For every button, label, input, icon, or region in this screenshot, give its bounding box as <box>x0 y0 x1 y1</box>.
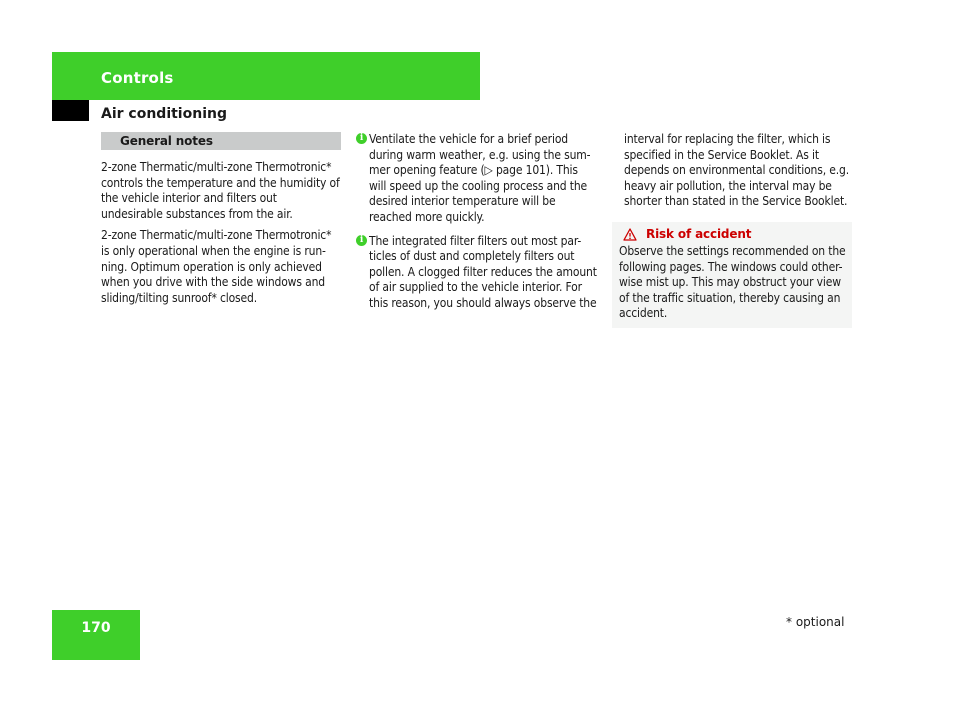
chapter-title: Air conditioning <box>101 106 227 122</box>
info-note <box>357 234 597 312</box>
warning-triangle-icon <box>623 228 637 241</box>
warning-heading <box>619 226 846 244</box>
warning-box <box>612 222 852 328</box>
column-general-notes <box>101 132 341 312</box>
warning-text: Observe the settings recommended on the following pages. The windows could other-wise mist up. This may obstruct your view of the traffic situation, thereby causing an accident. <box>619 243 846 321</box>
info-icon: i <box>356 235 367 246</box>
note-text: The integrated filter filters out most par-ticles of dust and completely filters out pollen. A clogged filter reduces the amount of air supplied to the vehicle interior. For this reason, you should always observe the <box>369 233 597 310</box>
note-text: Ventilate the vehicle for a brief period during warm weather, e.g. using the sum-mer opening feature (▷ page 101). This will speed up the cooling process and the desired interior temperature will be reached more quickly. <box>369 132 591 224</box>
header-marker <box>52 100 89 121</box>
paragraph: 2-zone Thermatic/multi-zone Thermotronic* controls the temperature and the humidity of the vehicle interior and filters out undesirable substances from the air. <box>101 160 340 221</box>
note-text-continued: interval for replacing the filter, which is specified in the Service Booklet. As it depends on environmental conditions, e.g. heavy air pollution, the interval may be shorter than stated in the Service Booklet. <box>624 132 850 209</box>
paragraph: 2-zone Thermatic/multi-zone Thermotronic* is only operational when the engine is run-ning. Optimum operation is only achieved when you drive with the side windows and sliding/tilting sunroof* closed. <box>101 228 332 305</box>
info-icon: i <box>356 133 367 144</box>
section-title: Controls <box>101 69 174 87</box>
subheading-general-notes: General notes <box>101 132 341 150</box>
column-notes <box>357 132 597 320</box>
page-number <box>52 610 140 660</box>
warning-title: Risk of accident <box>646 227 752 242</box>
column-continued <box>612 132 852 328</box>
info-note <box>357 132 597 226</box>
footnote: * optional <box>786 615 845 629</box>
page-number-text: 170 <box>81 620 111 636</box>
